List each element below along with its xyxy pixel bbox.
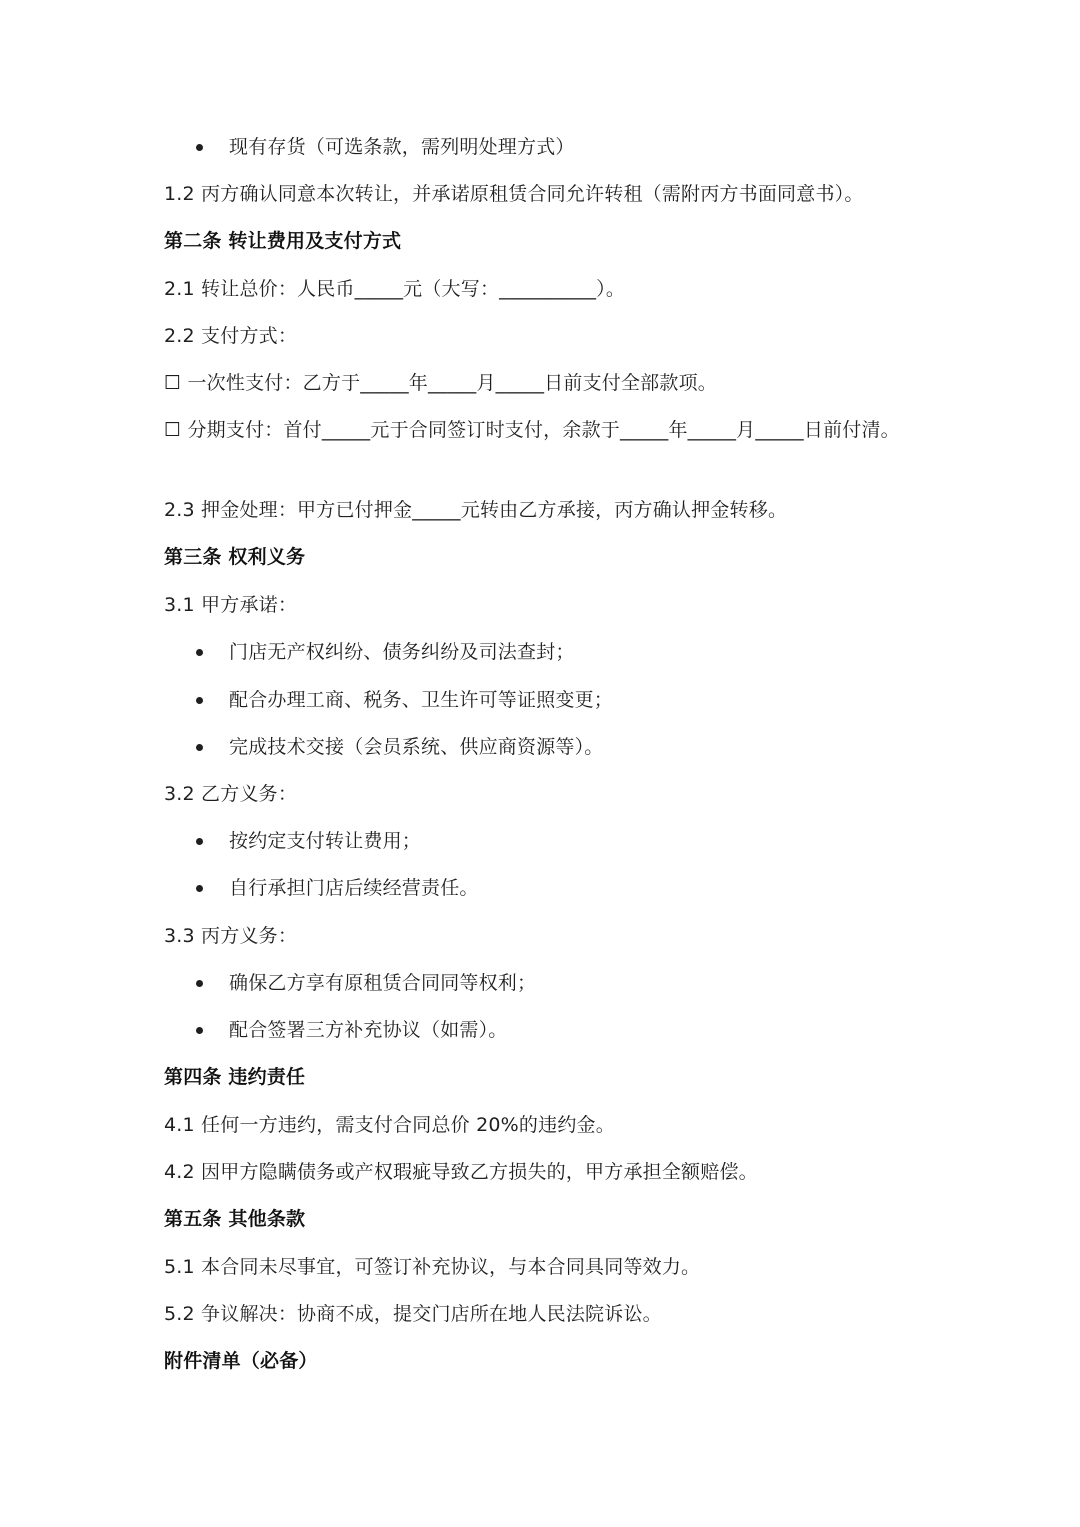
clause-5-1: 5.1 本合同未尽事宜，可签订补充协议，与本合同具同等效力。 (164, 1256, 701, 1278)
clause-3-3: 3.3 丙方义务： (164, 925, 298, 947)
payment-option-lump-sum: ☐ 一次性支付：乙方于_____年_____月_____日前支付全部款项。 (164, 372, 717, 394)
article-3-heading: 第三条 权利义务 (164, 546, 306, 568)
bullet-marker (196, 980, 206, 990)
bullet-marker (196, 649, 206, 659)
clause-3-1: 3.1 甲方承诺： (164, 594, 298, 616)
bullet-marker (196, 144, 206, 154)
clause-3-2: 3.2 乙方义务： (164, 783, 298, 805)
clause-5-2: 5.2 争议解决：协商不成，提交门店所在地人民法院诉讼。 (164, 1303, 662, 1325)
bullet-3-3-b: 配合签署三方补充协议（如需）。 (229, 1019, 508, 1041)
clause-4-2: 4.2 因甲方隐瞒债务或产权瑕疵导致乙方损失的，甲方承担全额赔偿。 (164, 1161, 758, 1183)
clause-2-2: 2.2 支付方式： (164, 325, 298, 347)
bullet-marker (196, 1027, 206, 1037)
bullet-3-2-b: 自行承担门店后续经营责任。 (229, 877, 479, 899)
bullet-3-1-a: 门店无产权纠纷、债务纠纷及司法查封； (229, 641, 575, 663)
bullet-3-2-a: 按约定支付转让费用； (229, 830, 422, 852)
clause-4-1: 4.1 任何一方违约，需支付合同总价 20%的违约金。 (164, 1114, 615, 1136)
article-4-heading: 第四条 违约责任 (164, 1066, 306, 1088)
bullet-3-3-a: 确保乙方享有原租赁合同同等权利； (229, 972, 537, 994)
article-5-heading: 第五条 其他条款 (164, 1208, 306, 1230)
payment-option-installment: ☐ 分期支付：首付_____元于合同签订时支付，余款于_____年_____月_____日前付清。 (164, 419, 900, 441)
clause-2-1: 2.1 转让总价：人民币_____元（大写：__________）。 (164, 278, 626, 300)
bullet-marker (196, 838, 206, 848)
bullet-3-1-b: 配合办理工商、税务、卫生许可等证照变更； (229, 689, 614, 711)
bullet-marker (196, 744, 206, 754)
clause-1-2: 1.2 丙方确认同意本次转让，并承诺原租赁合同允许转租（需附丙方书面同意书）。 (164, 183, 864, 205)
clause-2-3: 2.3 押金处理：甲方已付押金_____元转由乙方承接，丙方确认押金转移。 (164, 499, 788, 521)
bullet-marker (196, 885, 206, 895)
bullet-3-1-c: 完成技术交接（会员系统、供应商资源等）。 (229, 736, 604, 758)
attachment-list-heading: 附件清单（必备） (164, 1350, 318, 1372)
article-2-heading: 第二条 转让费用及支付方式 (164, 230, 402, 252)
bullet-marker (196, 697, 206, 707)
bullet-stock: 现有存货（可选条款，需列明处理方式） (229, 136, 575, 158)
